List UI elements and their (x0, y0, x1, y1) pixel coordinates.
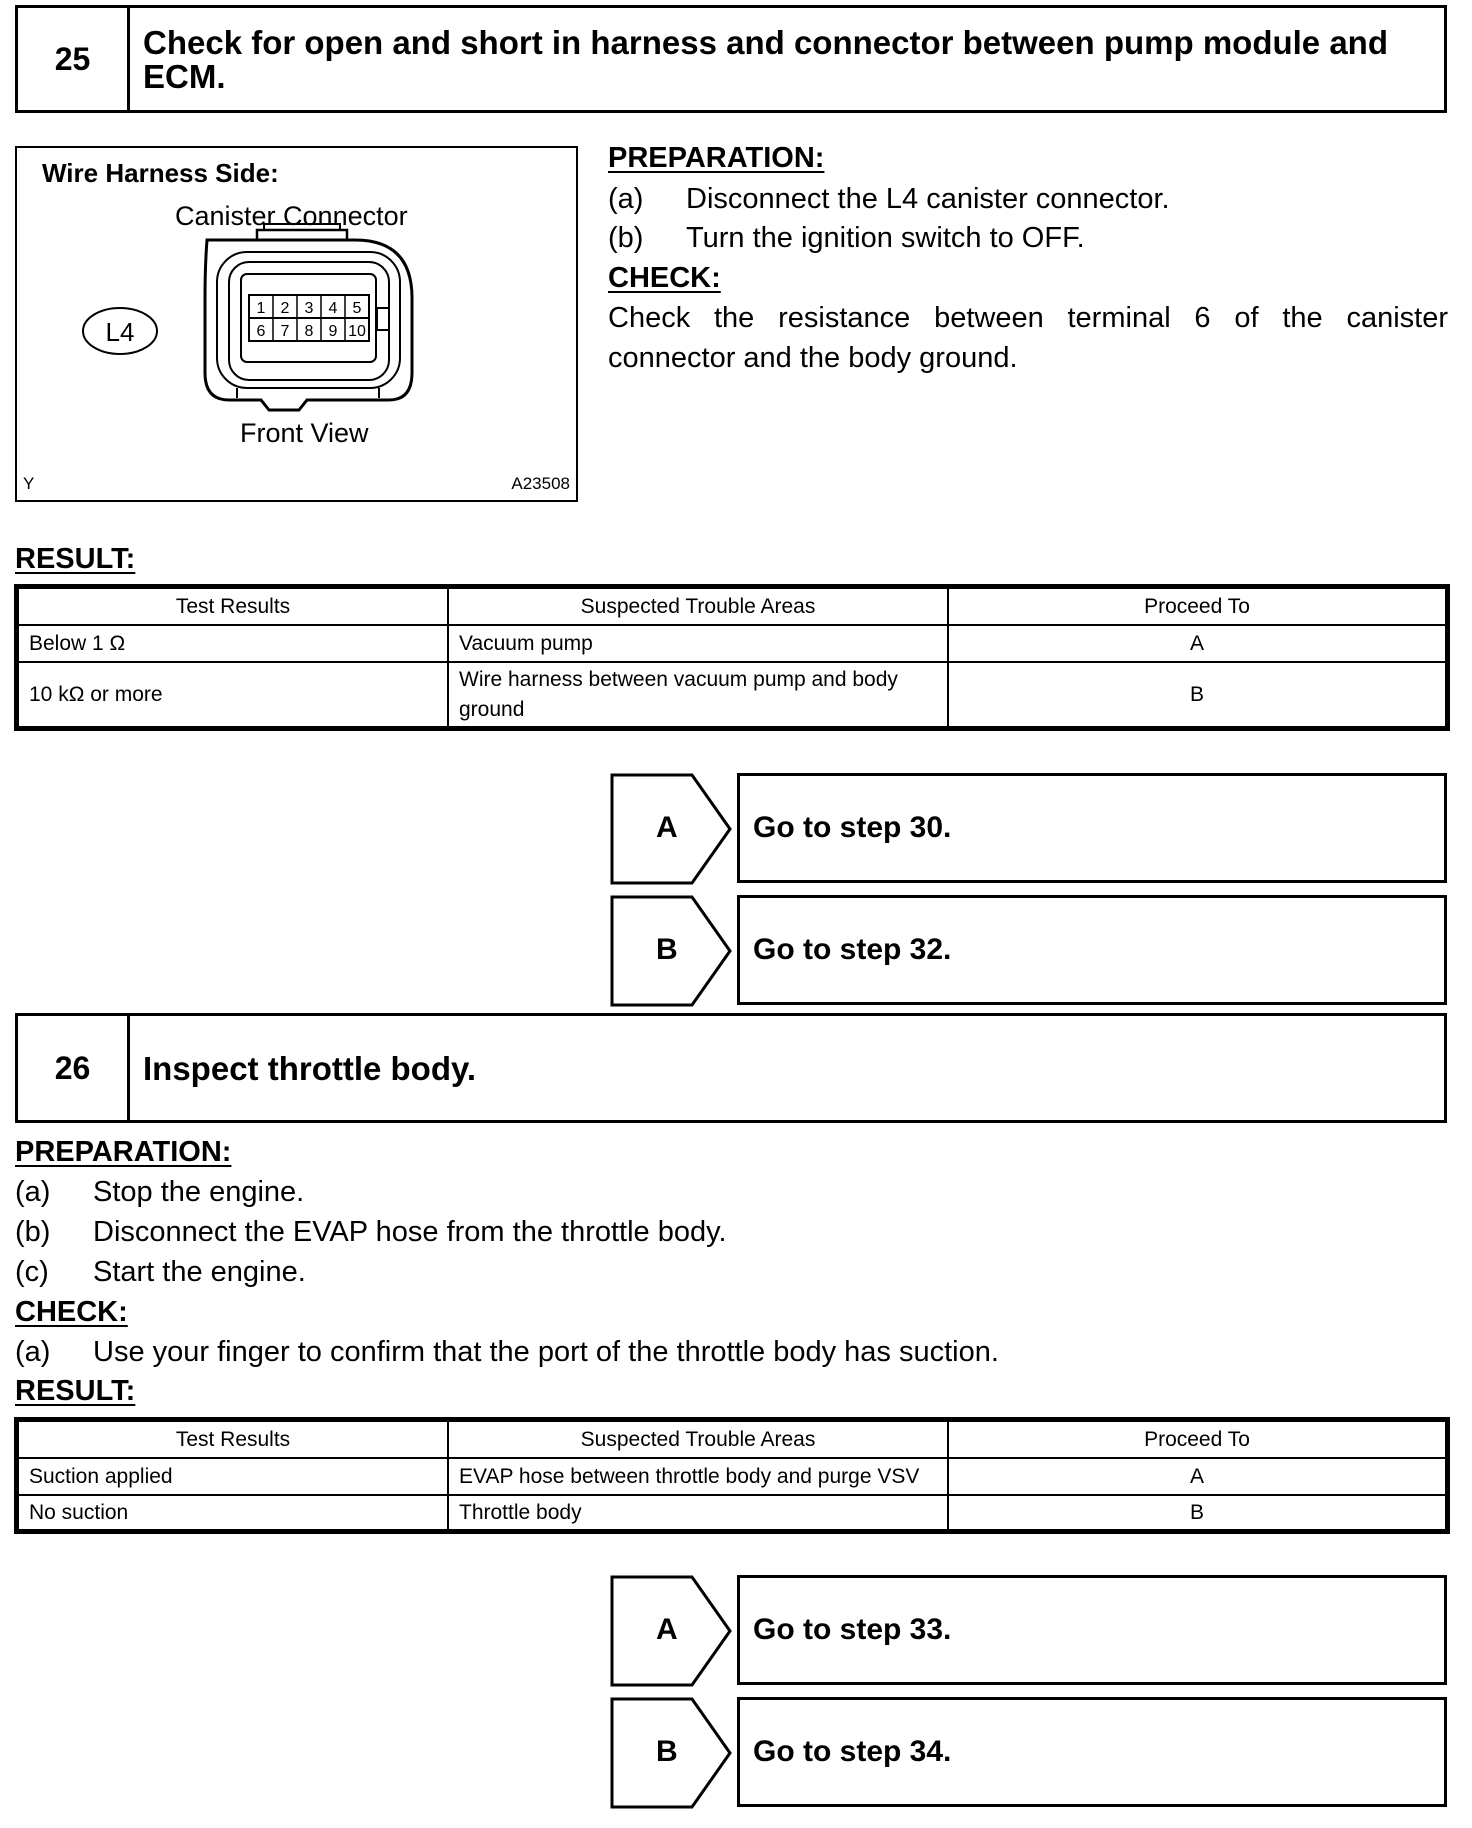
result-heading: RESULT: (15, 1375, 136, 1407)
pin-label: 5 (352, 300, 362, 317)
table-header: Suspected Trouble Areas (448, 1421, 948, 1458)
step-number: 26 (18, 1016, 130, 1120)
branch-letter: A (656, 1613, 678, 1646)
branch-target: Go to step 32. (737, 895, 1447, 1005)
figure-connector-label: Canister Connector (175, 201, 408, 231)
branch-letter: A (656, 811, 678, 844)
figure-side-label: Wire Harness Side: (42, 158, 279, 188)
pin-label: 6 (256, 323, 266, 340)
result-heading: RESULT: (15, 543, 136, 575)
preparation-heading: PREPARATION: (608, 142, 825, 174)
step-title: Inspect throttle body. (143, 1050, 477, 1087)
branch-letter: B (656, 933, 678, 966)
pin-label: 1 (256, 300, 266, 317)
pin-label: 8 (304, 323, 314, 340)
connector-figure (15, 146, 578, 502)
step-25-header (15, 5, 1447, 113)
table-header: Proceed To (948, 588, 1446, 625)
figure-id: A23508 (511, 474, 570, 493)
step-number: 25 (18, 8, 130, 110)
table-header: Proceed To (948, 1421, 1446, 1458)
table-row: 10 kΩ or more Wire harness between vacuum pump and body ground B (18, 662, 1446, 727)
branch-letter: B (656, 1735, 678, 1768)
step-26-header (15, 1013, 1447, 1123)
check-heading: CHECK: (15, 1296, 128, 1328)
check-text: Check the resistance between terminal 6 of the canister connector and the body ground. (608, 302, 1448, 374)
table-header: Test Results (18, 588, 448, 625)
check-heading: CHECK: (608, 262, 721, 294)
branch-target: Go to step 30. (737, 773, 1447, 883)
pin-label: 2 (280, 300, 290, 317)
table-header: Test Results (18, 1421, 448, 1458)
result-table (17, 1420, 1447, 1531)
preparation-heading: PREPARATION: (15, 1136, 232, 1168)
connector-code-text: L4 (105, 317, 135, 347)
result-table (17, 587, 1447, 728)
branch-target: Go to step 33. (737, 1575, 1447, 1685)
figure-view-label: Front View (240, 418, 369, 448)
table-row: No suction Throttle body B (18, 1495, 1446, 1530)
figure-corner-mark: Y (23, 474, 35, 493)
pin-label: 7 (280, 323, 290, 340)
table-header: Suspected Trouble Areas (448, 588, 948, 625)
branch-target: Go to step 34. (737, 1697, 1447, 1807)
pin-label: 4 (328, 300, 338, 317)
table-row: Suction applied EVAP hose between throttle body and purge VSV A (18, 1458, 1446, 1495)
pin-label: 3 (304, 300, 314, 317)
pin-label: 9 (328, 323, 338, 340)
step-title: Check for open and short in harness and connector between pump module and ECM. (143, 24, 1388, 95)
pin-label: 10 (348, 323, 366, 340)
table-row: Below 1 Ω Vacuum pump A (18, 625, 1446, 662)
